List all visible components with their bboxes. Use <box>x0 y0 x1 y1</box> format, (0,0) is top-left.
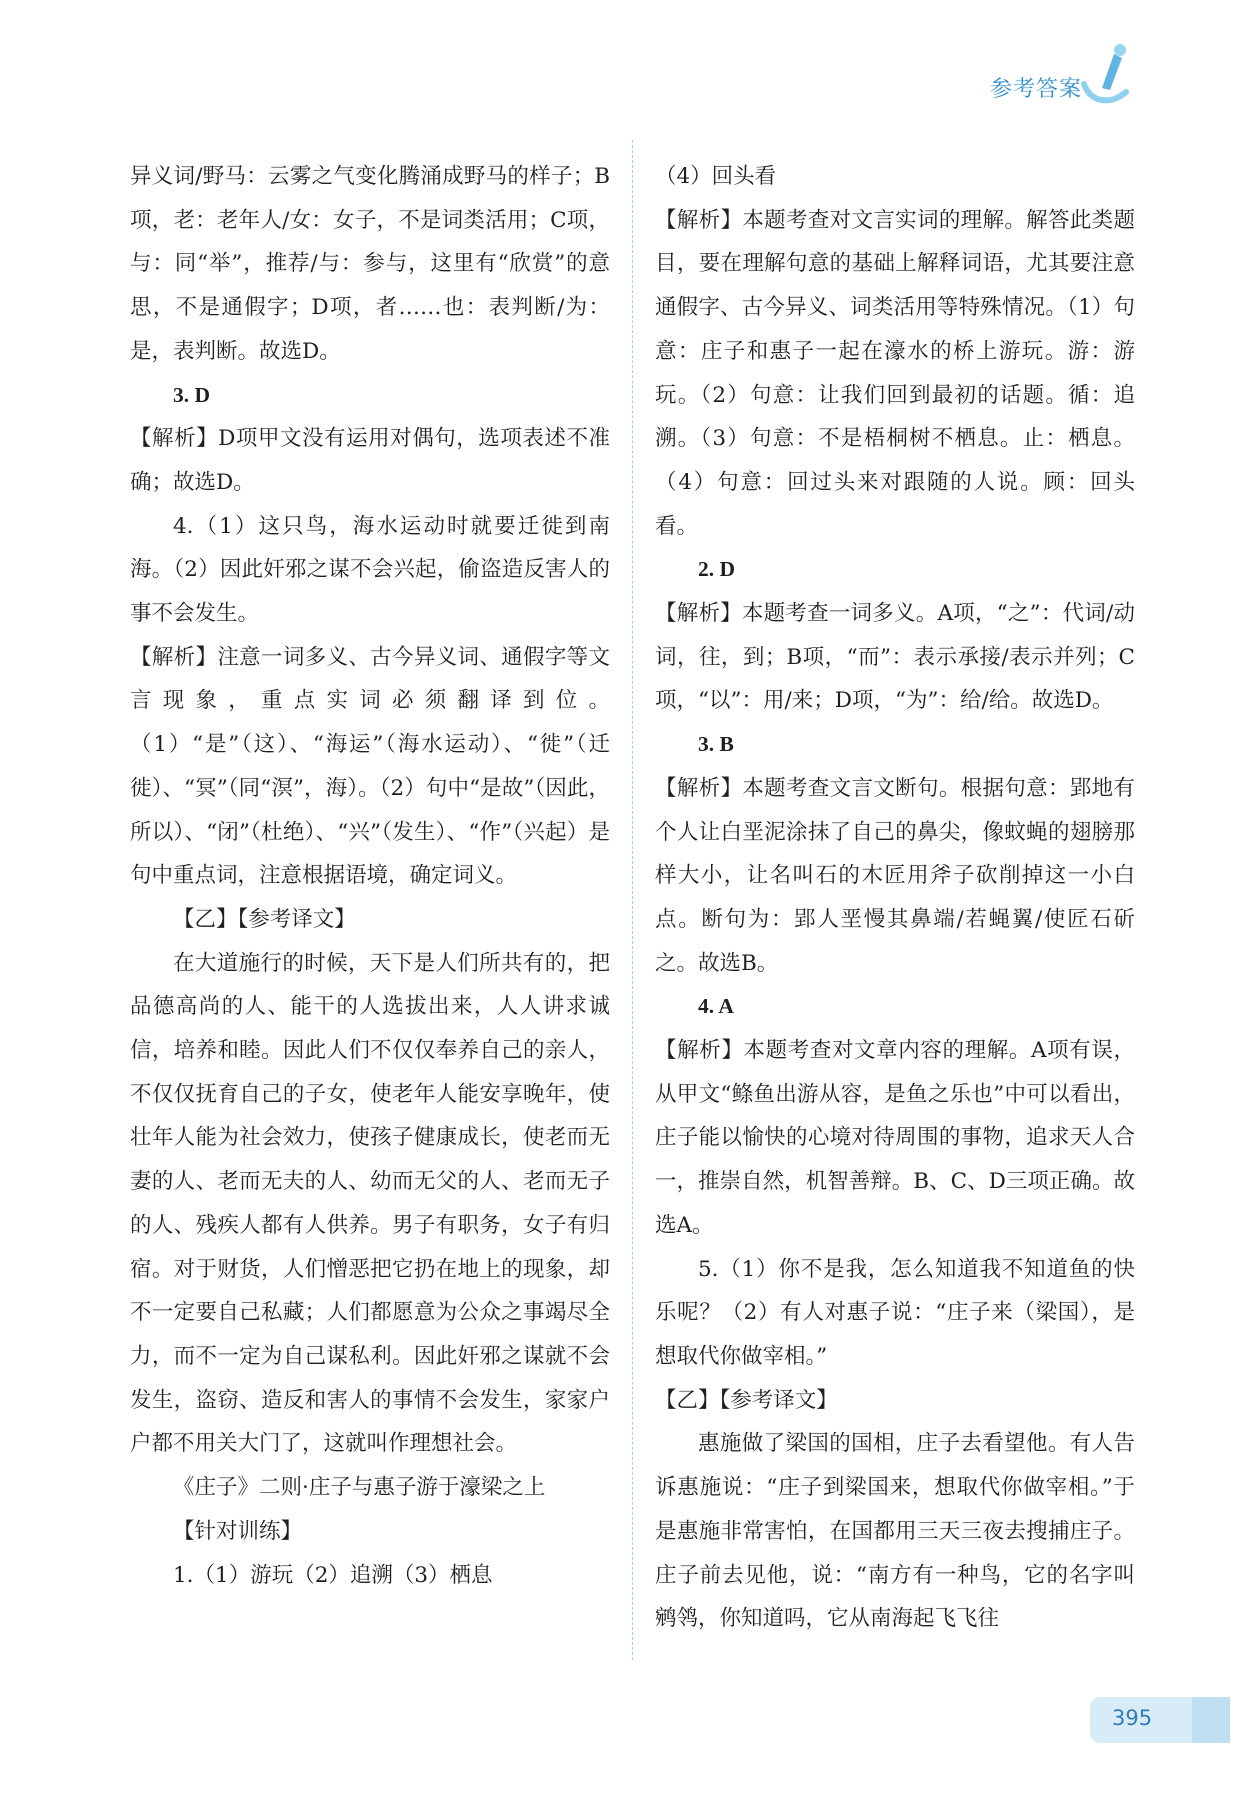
header-title: 参考答案 <box>989 77 1082 102</box>
answer-paragraph: 5.（1）你不是我，怎么知道我不知道鱼的快乐呢？（2）有人对惠子说：“庄子来（梁国），是想取代你做宰相。” <box>655 1256 1135 1369</box>
section-heading: 【乙】【参考译文】 <box>655 1387 838 1413</box>
paragraph: （4）回头看 <box>655 164 777 189</box>
analysis-paragraph: 【解析】本题考查一词多义。A项，“之”：代词/动词，往，到；B项，“而”：表示承接/表示并列；C项，“以”：用/来；D项，“为”：给/给。故选D。 <box>655 601 1135 714</box>
analysis-paragraph: 【解析】注意一词多义、古今异义词、通假字等文言现象，重点实词必须翻译到位。（1）“是”（这）、“海运”（海水运动）、“徙”（迁徙）、“冥”（同“溟”，海）。（2）句中“是故”（因此，所以）、“闭”（杜绝）、“兴”（发生）、“作”（兴起）是句中重点词，注意根据语境，确定词义。 <box>130 644 610 889</box>
page-number: 395 <box>1112 1706 1153 1730</box>
lesson-title: 《庄子》二则·庄子与惠子游于濠梁之上 <box>173 1475 546 1501</box>
pen-swoosh-icon <box>1080 40 1132 112</box>
translation-paragraph: 在大道施行的时候，天下是人们所共有的，把品德高尚的人、能干的人选拔出来，人人讲求诚信，培养和睦。因此人们不仅仅奉养自己的亲人，不仅仅抚育自己的子女，使老年人能安享晚年，使壮年人能为社会效力，使孩子健康成长，使老而无妻的人、老而无夫的人、幼而无父的人、老而无子的人、残疾人都有人供养。男子有职务，女子有归宿。对于财货，人们憎恶把它扔在地上的现象，却不一定要自己私藏；人们都愿意为公众之事竭尽全力，而不一定为自己谋私利。因此奸邪之谋就不会发生，盗窃、造反和害人的事情不会发生，家家户户都不用关大门了，这就叫作理想社会。 <box>130 950 610 1457</box>
column-divider <box>632 140 633 1660</box>
analysis-paragraph: 【解析】D项甲文没有运用对偶句，选项表述不准确；故选D。 <box>130 426 610 495</box>
section-heading: 【针对训练】 <box>173 1518 303 1544</box>
answer-number: 3. B <box>698 732 734 757</box>
page-tab <box>1090 1697 1230 1743</box>
answer-paragraph: 4.（1）这只鸟，海水运动时就要迁徙到南海。（2）因此奸邪之谋不会兴起，偷盗造反害人的事不会发生。 <box>130 513 610 627</box>
section-heading: 【乙】【参考译文】 <box>173 906 356 932</box>
answer-number: 4. A <box>698 994 734 1019</box>
answer-number: 2. D <box>698 557 736 582</box>
answer-number: 3. D <box>173 382 211 407</box>
analysis-paragraph: 【解析】本题考查对文章内容的理解。A项有误，从甲文“鲦鱼出游从容，是鱼之乐也”中可以看出，庄子能以愉快的心境对待周围的事物，追求天人合一，推崇自然，机智善辩。B、C、D三项正确。故选A。 <box>655 1038 1135 1238</box>
right-column <box>655 155 1135 1641</box>
translation-paragraph: 惠施做了梁国的国相，庄子去看望他。有人告诉惠施说：“庄子到梁国来，想取代你做宰相。”于是惠施非常害怕，在国都用三天三夜去搜捕庄子。庄子前去见他，说：“南方有一种鸟，它的名字叫鹓鸰，你知道吗，它从南海起飞飞往 <box>655 1431 1135 1632</box>
answer-paragraph: 1.（1）游玩（2）追溯（3）栖息 <box>173 1562 493 1588</box>
paragraph: 异义词/野马：云雾之气变化腾涌成野马的样子；B项，老：老年人/女：女子，不是词类活用；C项，与：同“举”，推荐/与：参与，这里有“欣赏”的意思，不是通假字；D项，者……也：表判断/为：是，表判断。故选D。 <box>130 164 610 364</box>
left-column <box>130 155 610 1597</box>
analysis-paragraph: 【解析】本题考查对文言实词的理解。解答此类题目，要在理解句意的基础上解释词语，尤其要注意通假字、古今异义、词类活用等特殊情况。（1）句意：庄子和惠子一起在濠水的桥上游玩。游：游玩。（2）句意：让我们回到最初的话题。循：追溯。（3）句意：不是梧桐树不栖息。止：栖息。（4）句意：回过头来对跟随的人说。顾：回头看。 <box>655 207 1135 539</box>
analysis-paragraph: 【解析】本题考查文言文断句。根据句意：郢地有个人让白垩泥涂抹了自己的鼻尖，像蚊蝇的翅膀那样大小，让名叫石的木匠用斧子砍削掉这一小白点。断句为：郢人垩慢其鼻端/若蝇翼/使匠石斫之。故选B。 <box>655 775 1135 976</box>
page-header <box>0 0 1250 120</box>
